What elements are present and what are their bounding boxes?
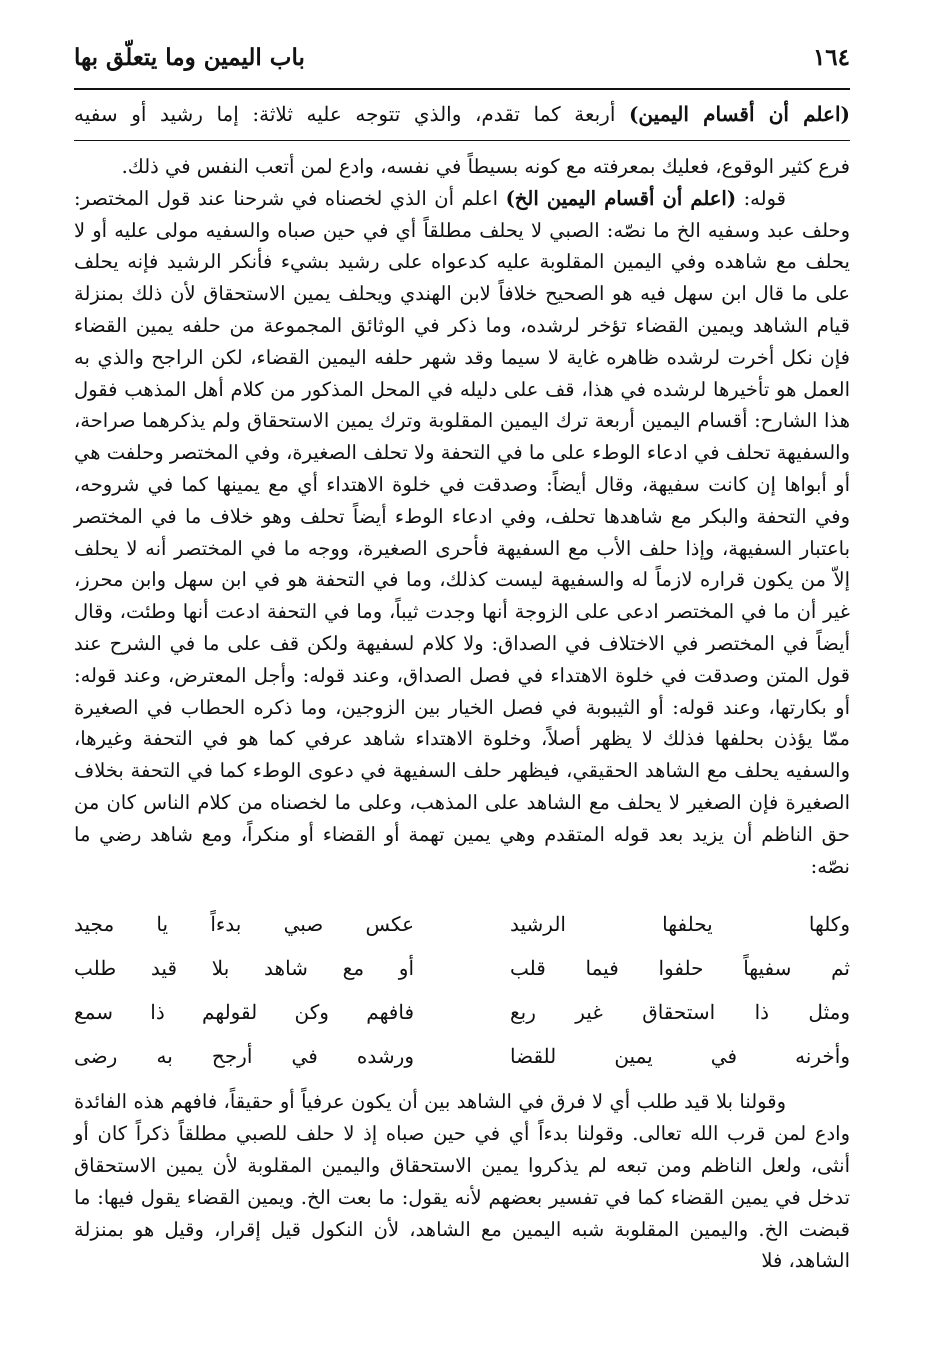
separator-line <box>74 140 850 141</box>
page-number: ١٦٤ <box>812 44 850 71</box>
first-hemistich: وكلها يحلفها الرشيد <box>510 912 850 937</box>
page-header <box>74 44 850 90</box>
matn-rest: أربعة كما تقدم، والذي تتوجه عليه ثلاثة: إما رشيد أو سفيه <box>74 102 616 126</box>
first-hemistich: وأخرنه في يمين للقضا <box>510 1044 850 1069</box>
commentary-paragraph <box>74 183 850 883</box>
first-hemistich: ثم سفيهاً حلفوا فيما قلب <box>510 956 850 981</box>
second-hemistich: عكس صبي بدءاً يا مجيد <box>74 912 414 937</box>
poem-verse <box>74 1034 850 1078</box>
commentary-intro: قوله: <box>743 186 786 210</box>
poem-verse <box>74 990 850 1034</box>
poem-verse <box>74 946 850 990</box>
first-hemistich: ومثل ذا استحقاق غير ربع <box>510 1000 850 1025</box>
matn-bold-phrase: (اعلم أن أقسام اليمين) <box>628 102 850 126</box>
commentary-bold-quote: (اعلم أن أقسام اليمين الخ) <box>505 186 737 210</box>
commentary-body: اعلم أن الذي لخصناه في شرحنا عند قول المختصر: وحلف عبد وسفيه الخ ما نصّه: الصبي لا يحلف مطلقاً أي في حين صباه والسفيه مولى عليه أو لا يحلف مع شاهده وفي اليمين المقلوبة عليه كدعواه على رشيد بشيء فأنكر الرشيد فإنه يحلف على ما قال ابن سهل فيه هو الصحيح خلافاً لابن الهندي ويحلف يمين الاستحقاق لأن ذلك بمنزلة قيام الشاهد ويمين القضاء تؤخر لرشده، وما ذكر في الوثائق المجموعة من حلفه يمين القضاء فإن نكل أخرت لرشده ظاهره غاية لا سيما وقد شهر حلفه اليمين القضاء، لكن الراجح والذي به العمل هو تأخيرها لرشده في هذا، قف على دليله في المحل المذكور من كلام أهل المذهب فقول هذا الشارح: أقسام اليمين أربعة ترك اليمين المقلوبة وترك يمين الاستحقاق ولم يذكرهما صراحة، والسفيهة تحلف في ادعاء الوطء على ما في التحفة ولا تحلف الصغيرة، وفي المختصر وحلفت هي أو أبواها إن كانت سفيهة، وقال أيضاً: وصدقت في خلوة الاهتداء أي مع يمينها كما في شروحه، وفي التحفة والبكر مع شاهدها تحلف، وفي ادعاء الوطء أيضاً تحلف وهو خلاف ما في المختصر باعتبار السفيهة، وإذا حلف الأب مع السفيهة فأحرى الصغيرة، ووجه ما في المختصر أنه لا يحلف إلاّ من يكون قراره لازماً له والسفيهة ليست كذلك، وما في التحفة هو في ابن سهل وابن محرز، غير أن ما في المختصر ادعى على الزوجة أنها وجدت ثيباً، وما في التحفة ادعت أنها وطئت، وقال أيضاً في المختصر في الاختلاف في الصداق: ولا كلام لسفيهة ولكن قف على ما في الشرح عند قول المتن وصدقت في خلوة الاهتداء في فصل الصداق، وعند قوله: وأجل المعترض، وعند قوله: أو بكارتها، وعند قوله: أو الثيبوبة في فصل الخيار بين الزوجين، وما ذكره الحطاب في الصغيرة ممّا يؤذن بحلفها فذلك لا يظهر أصلاً، وخلوة الاهتداء شاهد عرفي كما هو في التحفة وغيرها، والسفيه يحلف مع الشاهد الحقيقي، فيظهر حلف السفيهة في دعوى الوطء كما في التحفة بخلاف الصغيرة فإن الصغير لا يحلف مع الشاهد على المذهب، وعلى ما لخصناه من كلام الناس كان من حق الناظم أن يزيد بعد قوله المتقدم وهي يمين تهمة أو القضاء أو منكراً، ومع شاهد رضي ما نصّه: <box>74 186 850 878</box>
poem-verse <box>74 902 850 946</box>
poem <box>74 902 850 1078</box>
chapter-title: باب اليمين وما يتعلّق بها <box>74 44 305 71</box>
matn-continuation: فرع كثير الوقوع، فعليك بمعرفته مع كونه بسيطاً في نفسه، وادع لمن أتعب النفس في ذلك. <box>121 155 850 178</box>
second-hemistich: فافهم وكن لقولهم ذا سمع <box>74 1000 414 1025</box>
after-poem-paragraph: وقولنا بلا قيد طلب أي لا فرق في الشاهد بين أن يكون عرفياً أو حقيقاً، فافهم هذه الفائدة وادع لمن قرب الله تعالى. وقولنا بدءاً أي في حين صباه إذ لا حلف للصبي مطلقاً ذكراً كان أو أنثى، ولعل الناظم ومن تبعه لم يذكروا يمين الاستحقاق واليمين المقلوبة لأن يمين الاستحقاق تدخل في يمين القضاء كما في تفسير بعضهم لأنه يقول: ما بعت الخ. ويمين القضاء يقول فيها: ما قبضت الخ. واليمين المقلوبة شبه اليمين مع الشاهد، لأن النكول قيل إقرار، وقيل هو بمنزلة الشاهد، فلا <box>74 1090 850 1273</box>
second-hemistich: أو مع شاهد بلا قيد طلب <box>74 956 414 981</box>
matn-text <box>74 96 850 132</box>
second-hemistich: ورشده في أرجح به رضى <box>74 1044 414 1069</box>
